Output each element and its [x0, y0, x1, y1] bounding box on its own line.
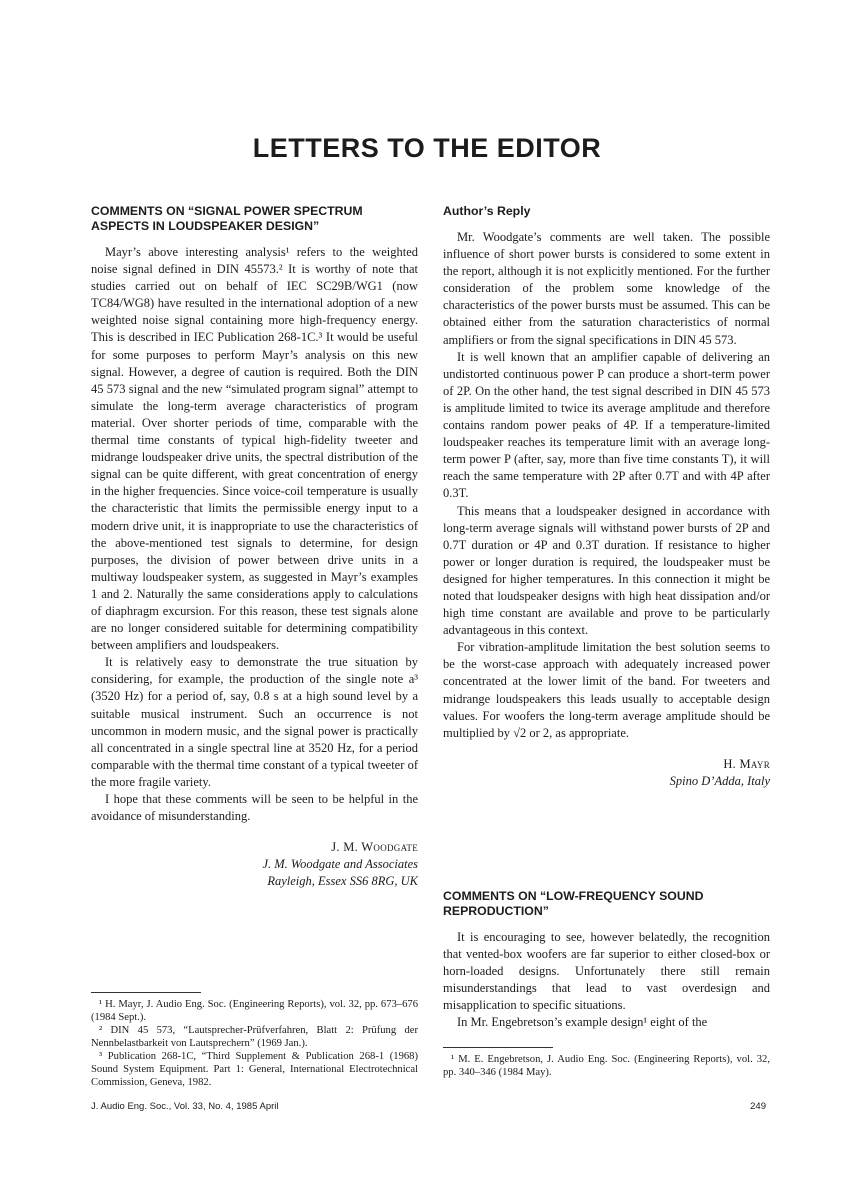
- right-footnotes: [443, 1054, 770, 1080]
- page-number: 249: [750, 1101, 766, 1112]
- left-column: [91, 204, 418, 890]
- right-footnote-divider: [443, 1047, 553, 1048]
- left-signature: [91, 839, 418, 890]
- right-paragraph-6: In Mr. Engebretson’s example design¹ eight of the: [457, 1015, 708, 1030]
- left-signature-name: J. M. Woodgate: [331, 840, 418, 855]
- right-signature-affiliation: Spino D’Adda, Italy: [669, 773, 770, 788]
- left-footnote-divider: [91, 992, 201, 993]
- left-article-body: [91, 244, 418, 825]
- left-paragraph-1: Mayr’s above interesting analysis¹ refers to the weighted noise signal defined in DIN 45573.² It is worthy of note that studies carried out on behalf of IEC SC29B/WG1 (now TC84/WG8) have resulted in the international adoption of a new weighted noise signal containing more high-frequency energy. This is described in IEC Publication 268-1C.³ It would be useful for some purposes to perform Mayr’s analysis on this new signal. However, a degree of caution is required. Both the DIN 45 573 signal and the new “simulated program signal” attempt to simulate the long-term average characteristics of program material. Over shorter periods of time, comparable with the thermal time constants of typical high-fidelity tweeter and midrange loudspeaker drive units, the spectral distribution of the signal can be quite different, with great concentration of energy in the higher frequencies. Since voice-coil temperature is usually the characteristic that limits the permissible energy input to a modern drive unit, it is inappropriate to use the characteristics of the above-mentioned test signals to determine, for design purposes, the division of power between drive units in a multiway loudspeaker system, as suggested in Mayr’s examples 1 and 2. Naturally the same considerations apply to calculations of diaphragm excursion. For this reason, these test signals alone are no longer considered suitable for determining compatibility between amplifiers and loudspeakers.: [91, 245, 418, 653]
- right-second-body: [443, 929, 770, 1032]
- right-signature: [443, 756, 770, 790]
- right-paragraph-1: Mr. Woodgate’s comments are well taken. The possible influence of short power bursts is considered to some extent in the report, although it is not explicitly mentioned. For the further consideration of the problem some knowledge of the characteristics of the power bursts must be assumed. This can be obtained either from the saturation characteristics of normal amplifiers or from the signal specifications in DIN 45 573.: [443, 230, 770, 347]
- left-signature-address: Rayleigh, Essex SS6 8RG, UK: [267, 874, 418, 889]
- right-reply-body: [443, 229, 770, 742]
- left-article-heading: COMMENTS ON “SIGNAL POWER SPECTRUM ASPECTS IN LOUDSPEAKER DESIGN”: [91, 204, 363, 233]
- journal-citation: J. Audio Eng. Soc., Vol. 33, No. 4, 1985 April: [91, 1101, 279, 1112]
- right-paragraph-4: For vibration-amplitude limitation the best solution seems to be the worst-case approach with adequately increased power concentrated at the lower limit of the band. For tweeters and midrange loudspeakers this leads usually to acceptable design values. For woofers the long-term average amplitude should be multiplied by √2 or 2, as appropriate.: [443, 640, 770, 740]
- left-paragraph-2: It is relatively easy to demonstrate the true situation by considering, for example, the production of the single note a³ (3520 Hz) for a period of, say, 0.8 s at a high sound level by a suitable musical instrument. Such an occurrence is not uncommon in modern music, and the signal power is practically all concentrated in a single spectral line at 3520 Hz, for a period comparable with the thermal time constant of a typical tweeter of the more fragile variety.: [91, 655, 418, 789]
- right-signature-name: H. Mayr: [723, 756, 770, 771]
- right-paragraph-2: It is well known that an amplifier capable of delivering an undistorted continuous power P can produce a short-term power of 2P. On the other hand, the test signal described in DIN 45 573 is amplitude limited to twice its average amplitude and therefore contains random power peaks of 4P. If a temperature-limited loudspeaker reaches its temperature limit with an average long-term power P (after, say, more than five time constants T), it will reach the same temperature with 2P after 0.7T and with 4P after 0.3T.: [443, 349, 770, 501]
- right-second-heading: COMMENTS ON “LOW-FREQUENCY SOUND REPRODUCTION”: [443, 889, 704, 918]
- left-footnotes: [91, 999, 418, 1090]
- right-second-article: [443, 889, 770, 1032]
- right-paragraph-3: This means that a loudspeaker designed in accordance with long-term average signals will withstand power bursts of 2P and 0.7T duration or 4P and 0.3T duration. If resistance to higher power or longer duration is required, the loudspeaker must be designed for higher temperatures. In this connection it might be noted that loudspeaker designs with high heat dissipation and/or high time constant are available and prove to be particularly advantageous in this context.: [443, 503, 770, 638]
- page-title: LETTERS TO THE EDITOR: [252, 133, 602, 163]
- right-paragraph-5: It is encouraging to see, however belatedly, the recognition that vented-box woofers are far superior to either closed-box or horn-loaded designs. Unfortunately there still remain misunderstandings that lead to vast overdesign and misapplication to specific situations.: [443, 930, 770, 1013]
- left-paragraph-3: I hope that these comments will be seen to be helpful in the avoidance of misunderstanding.: [91, 792, 418, 824]
- footnote-1: ¹ H. Mayr, J. Audio Eng. Soc. (Engineering Reports), vol. 32, pp. 673–676 (1984 Sept.).: [91, 999, 418, 1023]
- left-signature-affiliation: J. M. Woodgate and Associates: [262, 857, 418, 872]
- footnote-3: ³ Publication 268-1C, “Third Supplement & Publication 268-1 (1968) Sound System Equipment. Part 1: General, International Electrotechnical Commission, Geneva, 1982.: [91, 1051, 418, 1088]
- right-reply-heading: Author’s Reply: [443, 204, 531, 218]
- footnote-2: ² DIN 45 573, “Lautsprecher-Prüfverfahren, Blatt 2: Prüfung der Nennbelastbarkeit von Lautsprechern” (1969 Jan.).: [91, 1025, 418, 1049]
- right-column: [443, 204, 770, 790]
- right-footnote-1: ¹ M. E. Engebretson, J. Audio Eng. Soc. (Engineering Reports), vol. 32, pp. 340–346 (1984 May).: [443, 1054, 770, 1078]
